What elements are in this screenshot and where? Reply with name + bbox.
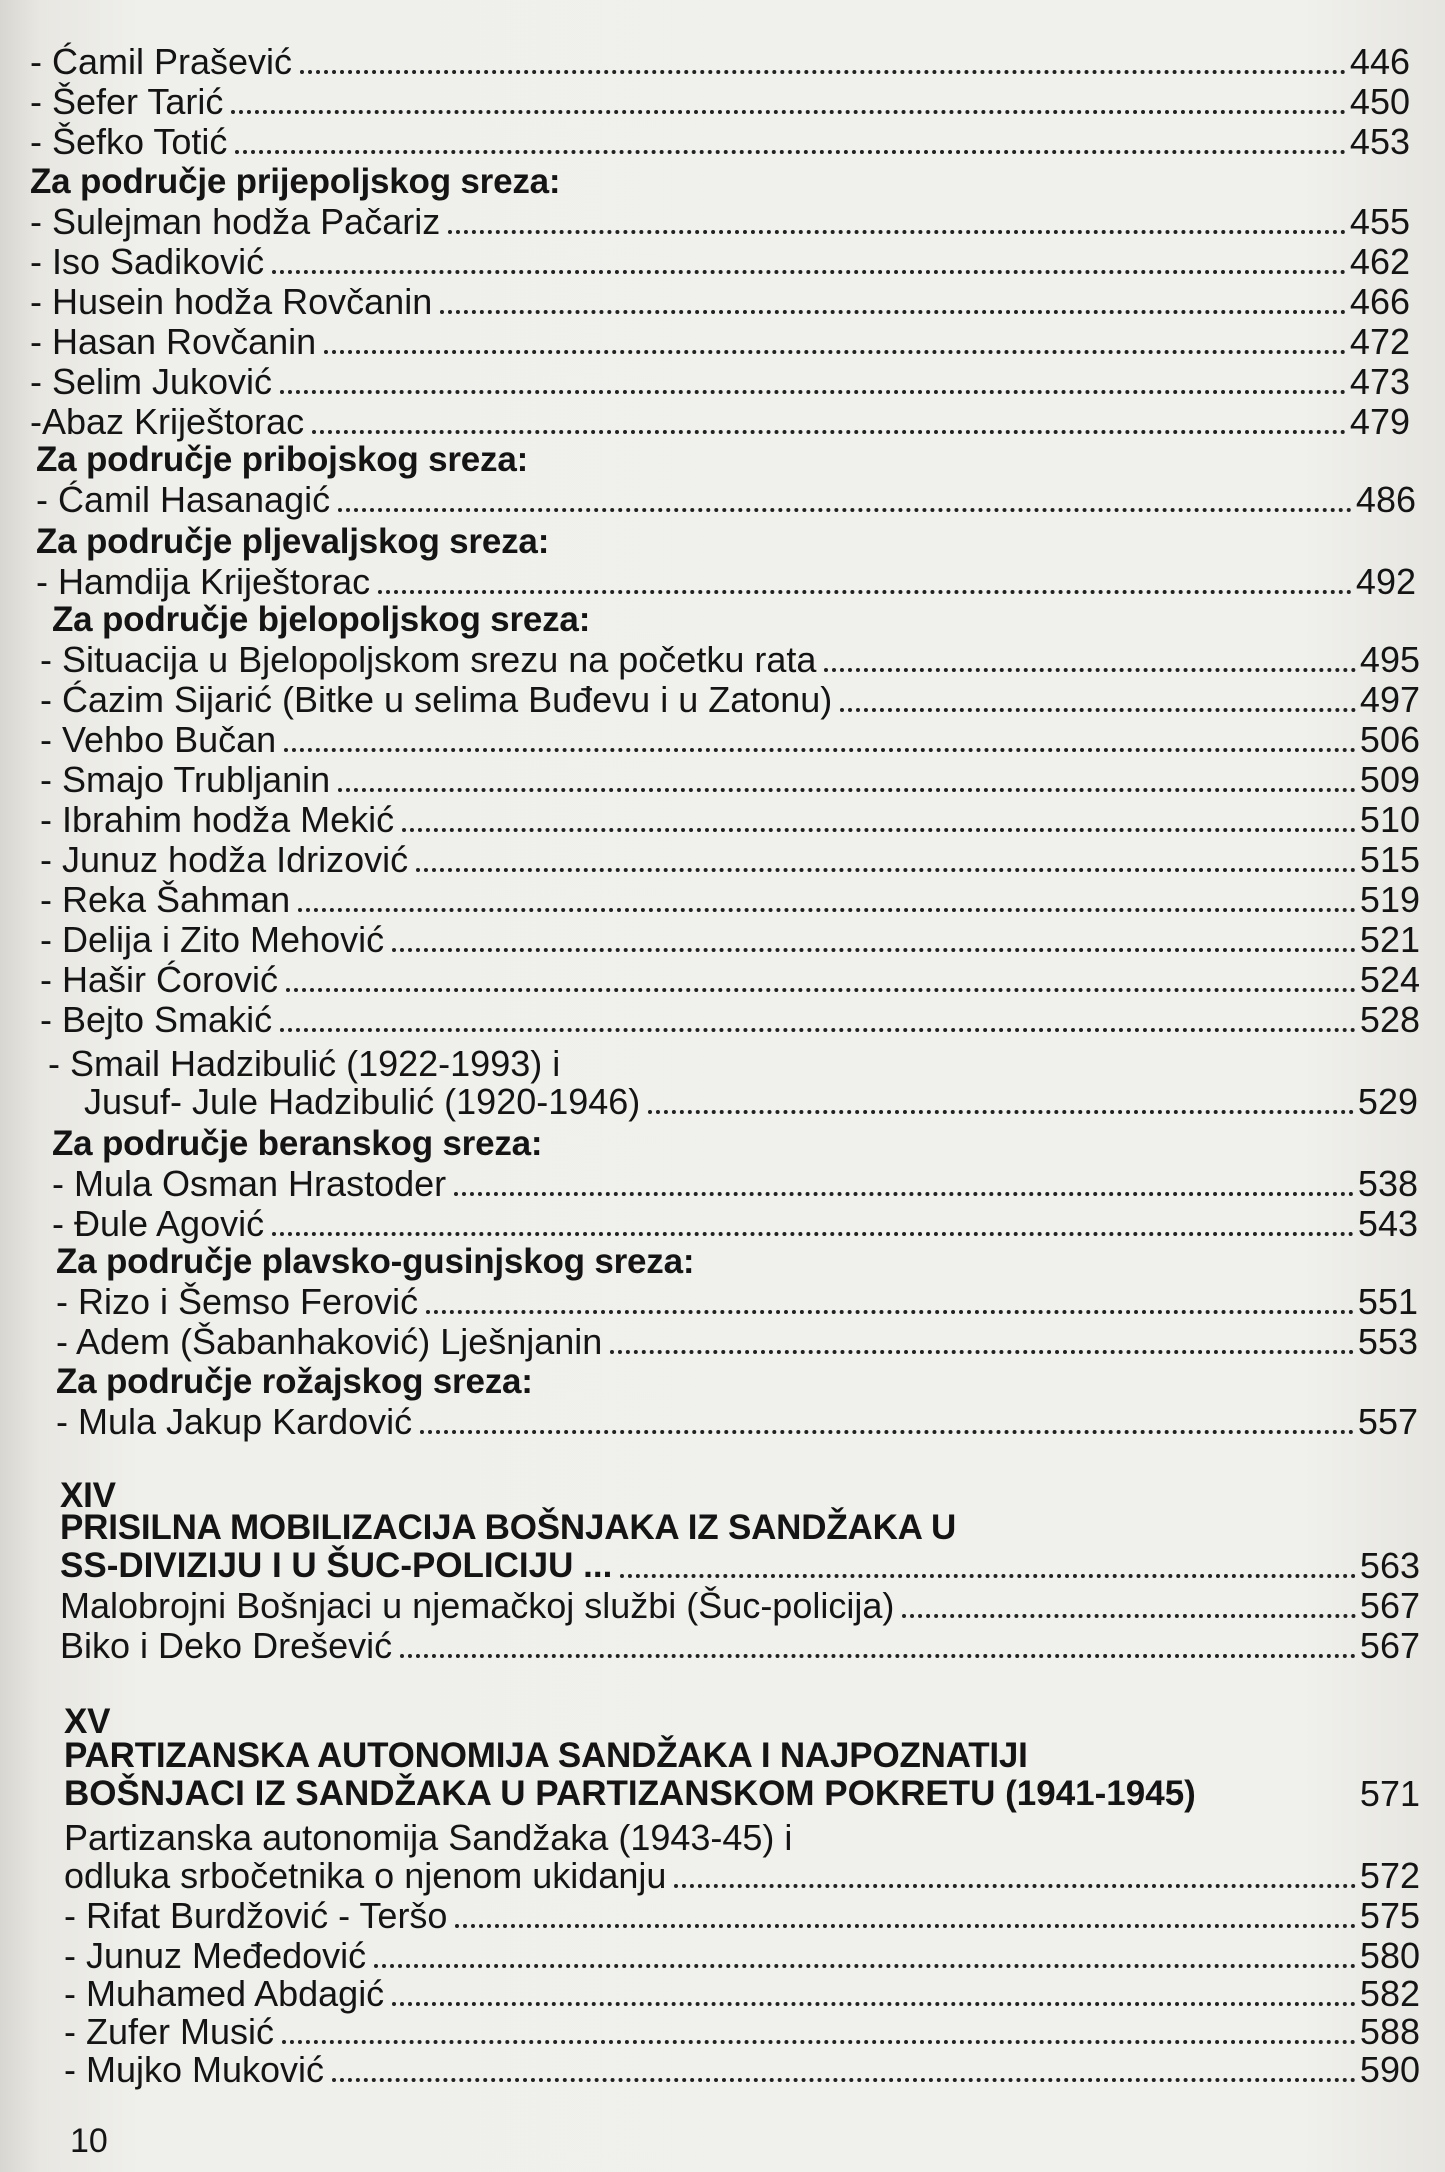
chapter-number: XV [64,1702,111,1741]
page-number: 10 [70,2122,108,2160]
toc-entry: - Šefko Totić 453 [30,121,1410,162]
toc-entry: - Zufer Musić 588 [64,2011,1420,2052]
toc-entry: odluka srbočetnika o njenom ukidanju 572 [64,1855,1420,1896]
section-heading: Za područje rožajskog sreza: [56,1362,533,1401]
section-heading: Za područje prijepoljskog sreza: [30,162,561,201]
toc-entry: - Situacija u Bjelopoljskom srezu na početku rata 495 [40,639,1420,680]
toc-entry: - Selim Juković 473 [30,361,1410,402]
toc-entry: - Ćazim Sijarić (Bitke u selima Buđevu i u Zatonu) 497 [40,679,1420,720]
toc-entry: - Rizo i Šemso Ferović 551 [56,1281,1418,1322]
toc-entry: - Delija i Zito Mehović 521 [40,919,1420,960]
toc-entry: Jusuf- Jule Hadzibulić (1920-1946) 529 [84,1081,1418,1122]
toc-entry: - Adem (Šabanhaković) Lješnjanin 553 [56,1321,1418,1362]
toc-entry-line: - Smail Hadzibulić (1922-1993) i [48,1043,561,1084]
chapter-title: PARTIZANSKA AUTONOMIJA SANDŽAKA I NAJPOZNATIJI [64,1736,1028,1775]
toc-entry: - Mula Osman Hrastoder 538 [52,1163,1418,1204]
toc-entry: - Hasan Rovčanin 472 [30,321,1410,362]
toc-entry: - Husein hodža Rovčanin 466 [30,281,1410,322]
toc-entry: - Smajo Trubljanin 509 [40,759,1420,800]
toc-entry: - Ćamil Hasanagić 486 [36,479,1416,520]
section-heading: Za područje pribojskog sreza: [36,440,529,479]
toc-entry: - Mula Jakup Kardović 557 [56,1401,1418,1442]
section-heading: Za područje plavsko-gusinjskog sreza: [56,1242,695,1281]
toc-entry: - Ibrahim hodža Mekić 510 [40,799,1420,840]
toc-entry: Biko i Deko Drešević 567 [60,1625,1420,1666]
toc-entry: - Vehbo Bučan 506 [40,719,1420,760]
toc-entry: - Hašir Ćorović 524 [40,959,1420,1000]
toc-entry-line: Partizanska autonomija Sandžaka (1943-45) i [64,1817,793,1858]
toc-entry: - Muhamed Abdagić 582 [64,1973,1420,2014]
section-heading: Za područje beranskog sreza: [52,1124,543,1163]
toc-entry: - Šefer Tarić 450 [30,81,1410,122]
chapter-title: PRISILNA MOBILIZACIJA BOŠNJAKA IZ SANDŽAKA U [60,1508,957,1547]
toc-entry: - Hamdija Kriještorac 492 [36,561,1416,602]
toc-entry: - Rifat Burdžović - Teršo 575 [64,1895,1420,1936]
toc-entry: - Đule Agović 543 [52,1203,1418,1244]
toc-entry: - Bejto Smakić 528 [40,999,1420,1040]
chapter-title-entry: BOŠNJACI IZ SANDŽAKA U PARTIZANSKOM POKRETU (1941-1945) 571 [64,1773,1420,1814]
section-heading: Za područje pljevaljskog sreza: [36,522,550,561]
toc-entry: -Abaz Kriještorac 479 [30,401,1410,442]
toc-entry: - Junuz hodža Idrizović 515 [40,839,1420,880]
toc-entry: - Ćamil Prašević 446 [30,41,1410,82]
toc-entry: - Sulejman hodža Pačariz 455 [30,201,1410,242]
toc-entry: - Iso Sadiković 462 [30,241,1410,282]
chapter-number: XIV [60,1476,116,1515]
toc-entry: - Reka Šahman 519 [40,879,1420,920]
toc-entry: - Mujko Muković 590 [64,2049,1420,2090]
toc-entry: - Junuz Međedović 580 [64,1935,1420,1976]
section-heading: Za područje bjelopoljskog sreza: [52,600,591,639]
toc-entry: Malobrojni Bošnjaci u njemačkoj službi (Šuc-policija) 567 [60,1585,1420,1626]
chapter-title-entry: SS-DIVIZIJU I U ŠUC-POLICIJU ... 563 [60,1545,1420,1586]
